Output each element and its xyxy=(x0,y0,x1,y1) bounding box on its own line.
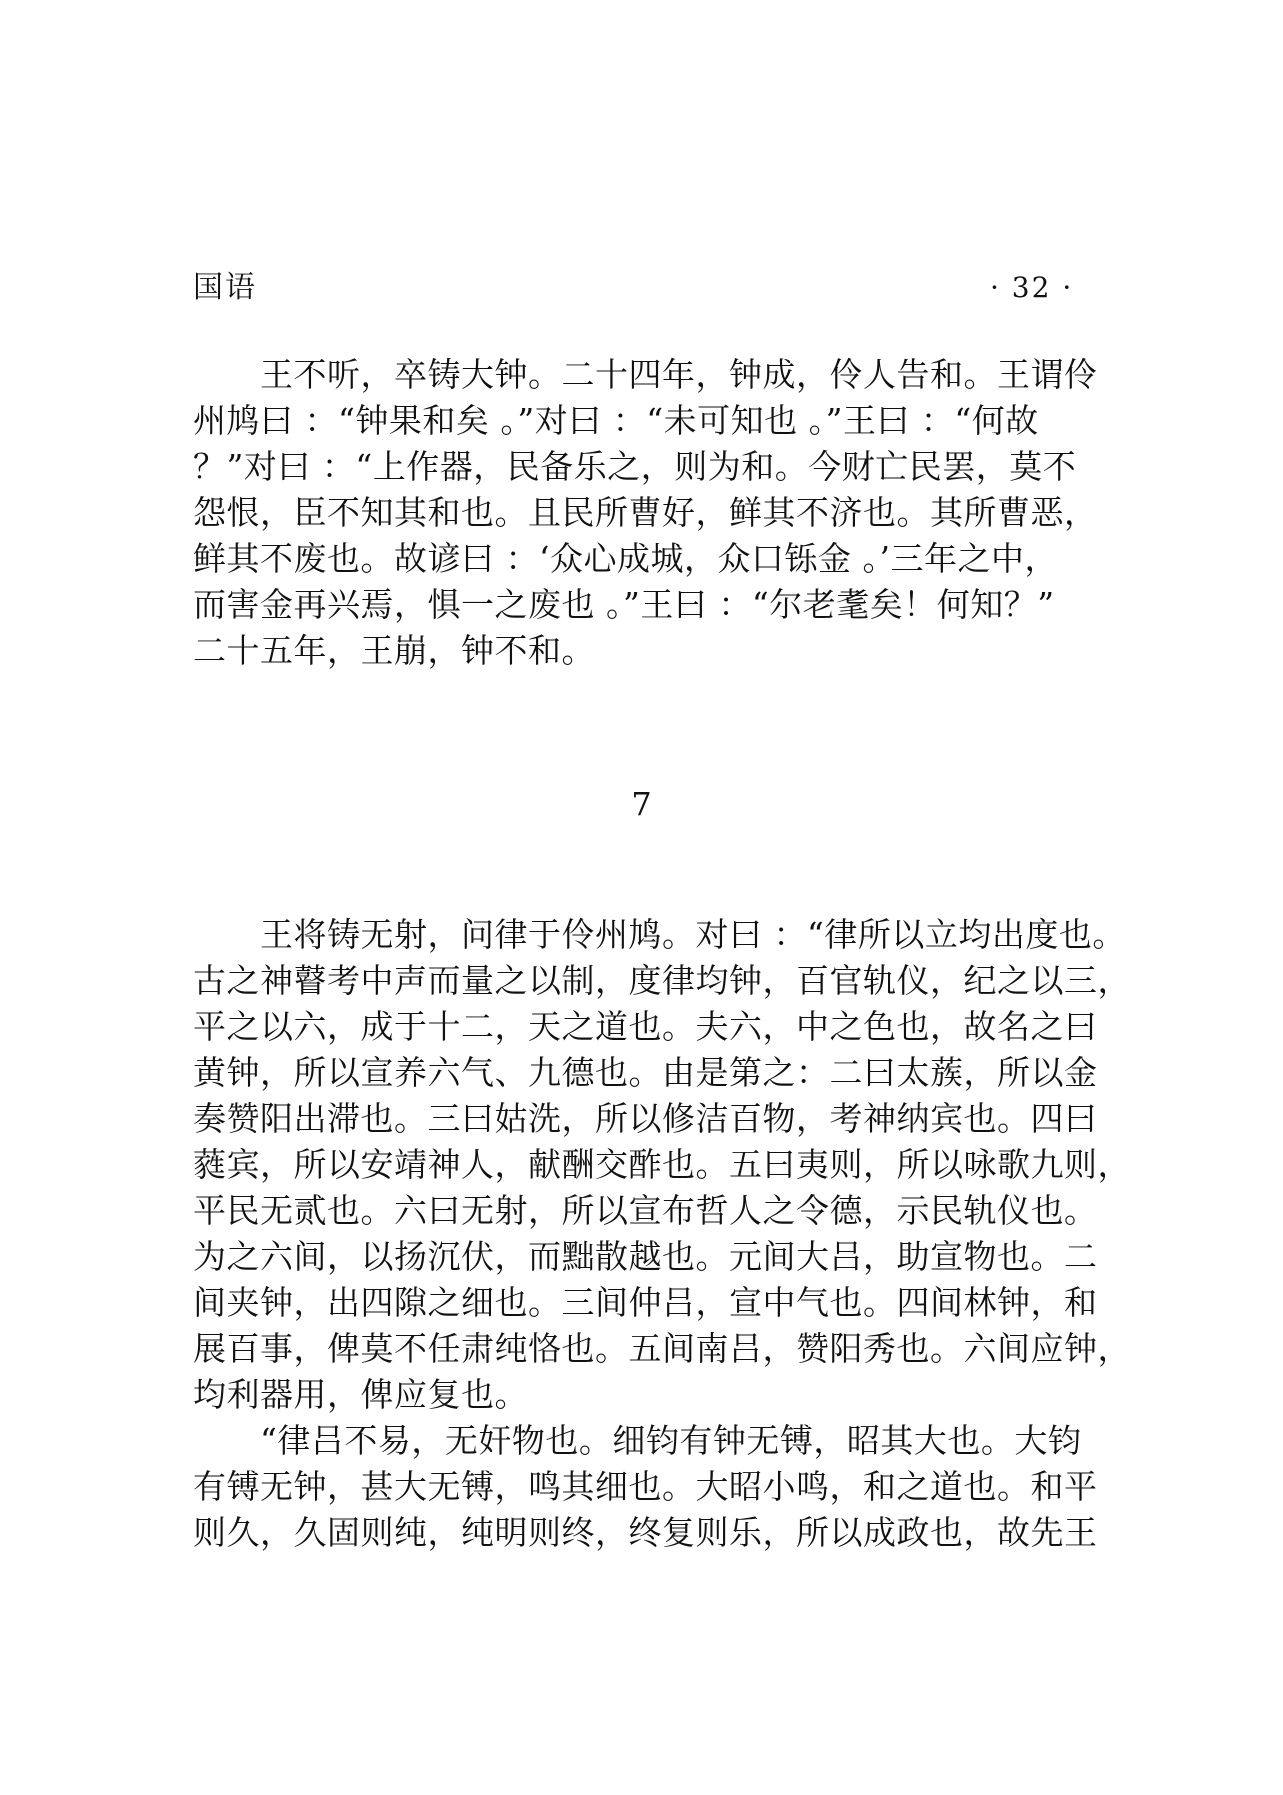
text-line: 鲜其不废也。故谚曰 ：‘众心成城，众口铄金 。’三年之中， xyxy=(193,539,1058,578)
text-line: 展百事，俾莫不任肃纯恪也。五间南吕，赞阳秀也。六间应钟， xyxy=(193,1329,1131,1368)
page-number: · 32 · xyxy=(990,271,1074,304)
text-line: 王将铸无射，问律于伶州鸠。对曰 ：“律所以立均出度也。 xyxy=(193,915,1126,954)
text-line: 奏赞阳出滞也。三曰姑洗，所以修洁百物，考神纳宾也。四曰 xyxy=(193,1099,1098,1138)
text-line: “律吕不易，无奸物也。细钧有钟无镈，昭其大也。大钧 xyxy=(193,1421,1082,1460)
section-number: 7 xyxy=(631,785,652,823)
text-line: 为之六间，以扬沉伏，而黜散越也。元间大吕，助宣物也。二 xyxy=(193,1237,1098,1276)
text-line: 平民无贰也。六曰无射，所以宣布哲人之令德，示民轨仪也。 xyxy=(193,1191,1098,1230)
text-line: 有镈无钟，甚大无镈，鸣其细也。大昭小鸣，和之道也。和平 xyxy=(193,1467,1098,1506)
text-line: 州鸠曰 ：“钟果和矣 。”对曰 ：“未可知也 。”王曰 ：“何故 xyxy=(193,401,1039,440)
text-line: 二十五年，王崩，钟不和。 xyxy=(193,631,595,670)
text-line: 王不听，卒铸大钟。二十四年，钟成，伶人告和。王谓伶 xyxy=(193,355,1098,394)
text-line: 间夹钟，出四隙之细也。三间仲吕，宣中气也。四间林钟，和 xyxy=(193,1283,1098,1322)
passage-1 xyxy=(193,352,1098,674)
text-line: 平之以六，成于十二，天之道也。夫六，中之色也，故名之曰 xyxy=(193,1007,1098,1046)
passage-2 xyxy=(193,912,1131,1556)
text-line: 黄钟，所以宣养六气、九德也。由是第之：二曰太蔟，所以金 xyxy=(193,1053,1098,1092)
text-line: ？”对曰 ：“上作器，民备乐之，则为和。今财亡民罢，莫不 xyxy=(193,447,1077,486)
text-line: 怨恨，臣不知其和也。且民所曹好，鲜其不济也。其所曹恶， xyxy=(193,493,1098,532)
running-head-title: 国语 xyxy=(193,270,257,305)
text-line: 则久，久固则纯，纯明则终，终复则乐，所以成政也，故先王 xyxy=(193,1513,1098,1552)
text-line: 均利器用，俾应复也。 xyxy=(193,1375,528,1414)
text-line: 蕤宾，所以安靖神人，献酬交酢也。五曰夷则，所以咏歌九则， xyxy=(193,1145,1131,1184)
text-line: 而害金再兴焉，惧一之废也 。”王曰 ：“尔老耄矣！何知？” xyxy=(193,585,1055,624)
text-line: 古之神瞽考中声而量之以制，度律均钟，百官轨仪，纪之以三， xyxy=(193,961,1131,1000)
